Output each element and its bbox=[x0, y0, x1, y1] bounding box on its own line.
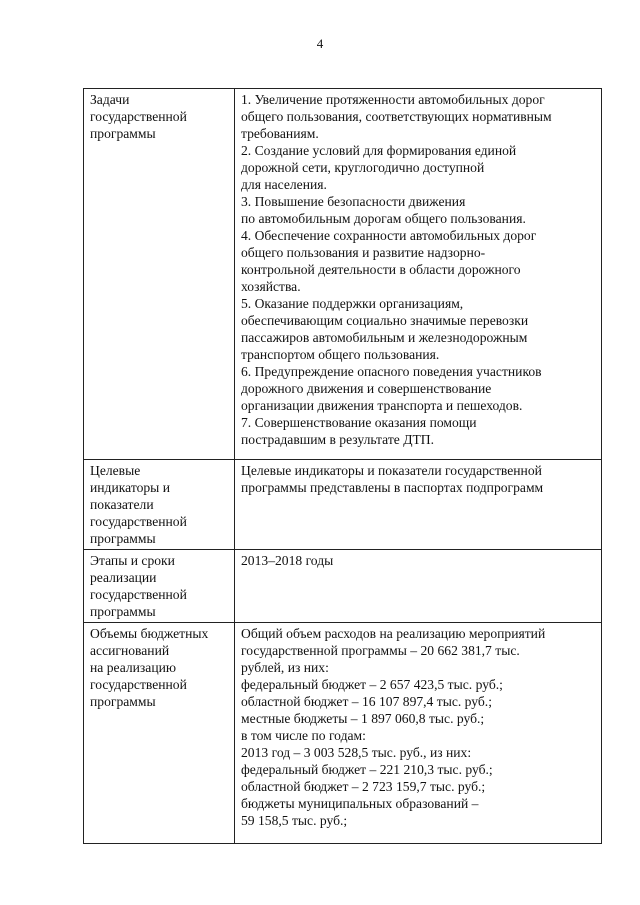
row-label-budget bbox=[84, 623, 235, 844]
table-row-tasks bbox=[84, 89, 602, 460]
content-line: организации движения транспорта и пешеходов. bbox=[241, 398, 523, 413]
content-line: 2. Создание условий для формирования единой bbox=[241, 143, 517, 158]
content-line: федеральный бюджет – 221 210,3 тыс. руб.; bbox=[241, 762, 493, 777]
row-content-indicators bbox=[235, 460, 602, 550]
content-line: 3. Повышение безопасности движения bbox=[241, 194, 466, 209]
table-row-indicators bbox=[84, 460, 602, 550]
label-line: государственной bbox=[90, 514, 187, 529]
content-line: программы представлены в паспортах подпрограмм bbox=[241, 480, 544, 495]
program-passport-table bbox=[83, 88, 602, 844]
content-line: 59 158,5 тыс. руб.; bbox=[241, 813, 348, 828]
table-row-stages bbox=[84, 550, 602, 623]
label-line: ассигнований bbox=[90, 643, 170, 658]
label-line: реализации bbox=[90, 570, 157, 585]
content-line: рублей, из них: bbox=[241, 660, 329, 675]
table-row-budget bbox=[84, 623, 602, 844]
content-line: обеспечивающим социально значимые перевозки bbox=[241, 313, 529, 328]
content-line: по автомобильным дорогам общего пользования. bbox=[241, 211, 526, 226]
content-line: 6. Предупреждение опасного поведения участников bbox=[241, 364, 542, 379]
content-line: хозяйства. bbox=[241, 279, 301, 294]
label-line: показатели bbox=[90, 497, 154, 512]
content-line: дорожного движения и совершенствование bbox=[241, 381, 492, 396]
content-line: в том числе по годам: bbox=[241, 728, 366, 743]
row-label-tasks bbox=[84, 89, 235, 460]
label-line: Задачи bbox=[90, 92, 130, 107]
label-line: индикаторы и bbox=[90, 480, 170, 495]
row-label-indicators bbox=[84, 460, 235, 550]
content-line: 2013–2018 годы bbox=[241, 553, 334, 568]
content-line: пассажиров автомобильным и железнодорожным bbox=[241, 330, 528, 345]
content-line: общего пользования, соответствующих нормативным bbox=[241, 109, 552, 124]
label-line: Объемы бюджетных bbox=[90, 626, 209, 641]
content-line: федеральный бюджет – 2 657 423,5 тыс. руб.; bbox=[241, 677, 503, 692]
label-line: программы bbox=[90, 694, 156, 709]
content-line: транспортом общего пользования. bbox=[241, 347, 440, 362]
label-line: государственной bbox=[90, 587, 187, 602]
content-line: государственной программы – 20 662 381,7 тыс. bbox=[241, 643, 520, 658]
row-content-stages bbox=[235, 550, 602, 623]
label-line: программы bbox=[90, 604, 156, 619]
label-line: программы bbox=[90, 531, 156, 546]
page-number: 4 bbox=[316, 36, 324, 51]
content-line: Общий объем расходов на реализацию мероприятий bbox=[241, 626, 546, 641]
label-line: Этапы и сроки bbox=[90, 553, 175, 568]
row-label-stages bbox=[84, 550, 235, 623]
content-line: 7. Совершенствование оказания помощи bbox=[241, 415, 477, 430]
row-content-budget bbox=[235, 623, 602, 844]
content-line: дорожной сети, круглогодично доступной bbox=[241, 160, 485, 175]
label-line: государственной bbox=[90, 109, 187, 124]
row-content-tasks bbox=[235, 89, 602, 460]
label-line: государственной bbox=[90, 677, 187, 692]
label-line: программы bbox=[90, 126, 156, 141]
label-line: на реализацию bbox=[90, 660, 177, 675]
content-line: Целевые индикаторы и показатели государственной bbox=[241, 463, 542, 478]
content-line: областной бюджет – 2 723 159,7 тыс. руб.; bbox=[241, 779, 486, 794]
content-line: 2013 год – 3 003 528,5 тыс. руб., из них: bbox=[241, 745, 472, 760]
content-line: 1. Увеличение протяженности автомобильных дорог bbox=[241, 92, 545, 107]
label-line: Целевые bbox=[90, 463, 141, 478]
content-line: бюджеты муниципальных образований – bbox=[241, 796, 479, 811]
content-line: областной бюджет – 16 107 897,4 тыс. руб.; bbox=[241, 694, 492, 709]
content-line: общего пользования и развитие надзорно- bbox=[241, 245, 486, 260]
content-line: для населения. bbox=[241, 177, 327, 192]
content-line: 4. Обеспечение сохранности автомобильных дорог bbox=[241, 228, 537, 243]
content-line: контрольной деятельности в области дорожного bbox=[241, 262, 521, 277]
content-line: 5. Оказание поддержки организациям, bbox=[241, 296, 464, 311]
content-line: местные бюджеты – 1 897 060,8 тыс. руб.; bbox=[241, 711, 485, 726]
content-line: пострадавшим в результате ДТП. bbox=[241, 432, 435, 447]
content-line: требованиям. bbox=[241, 126, 319, 141]
